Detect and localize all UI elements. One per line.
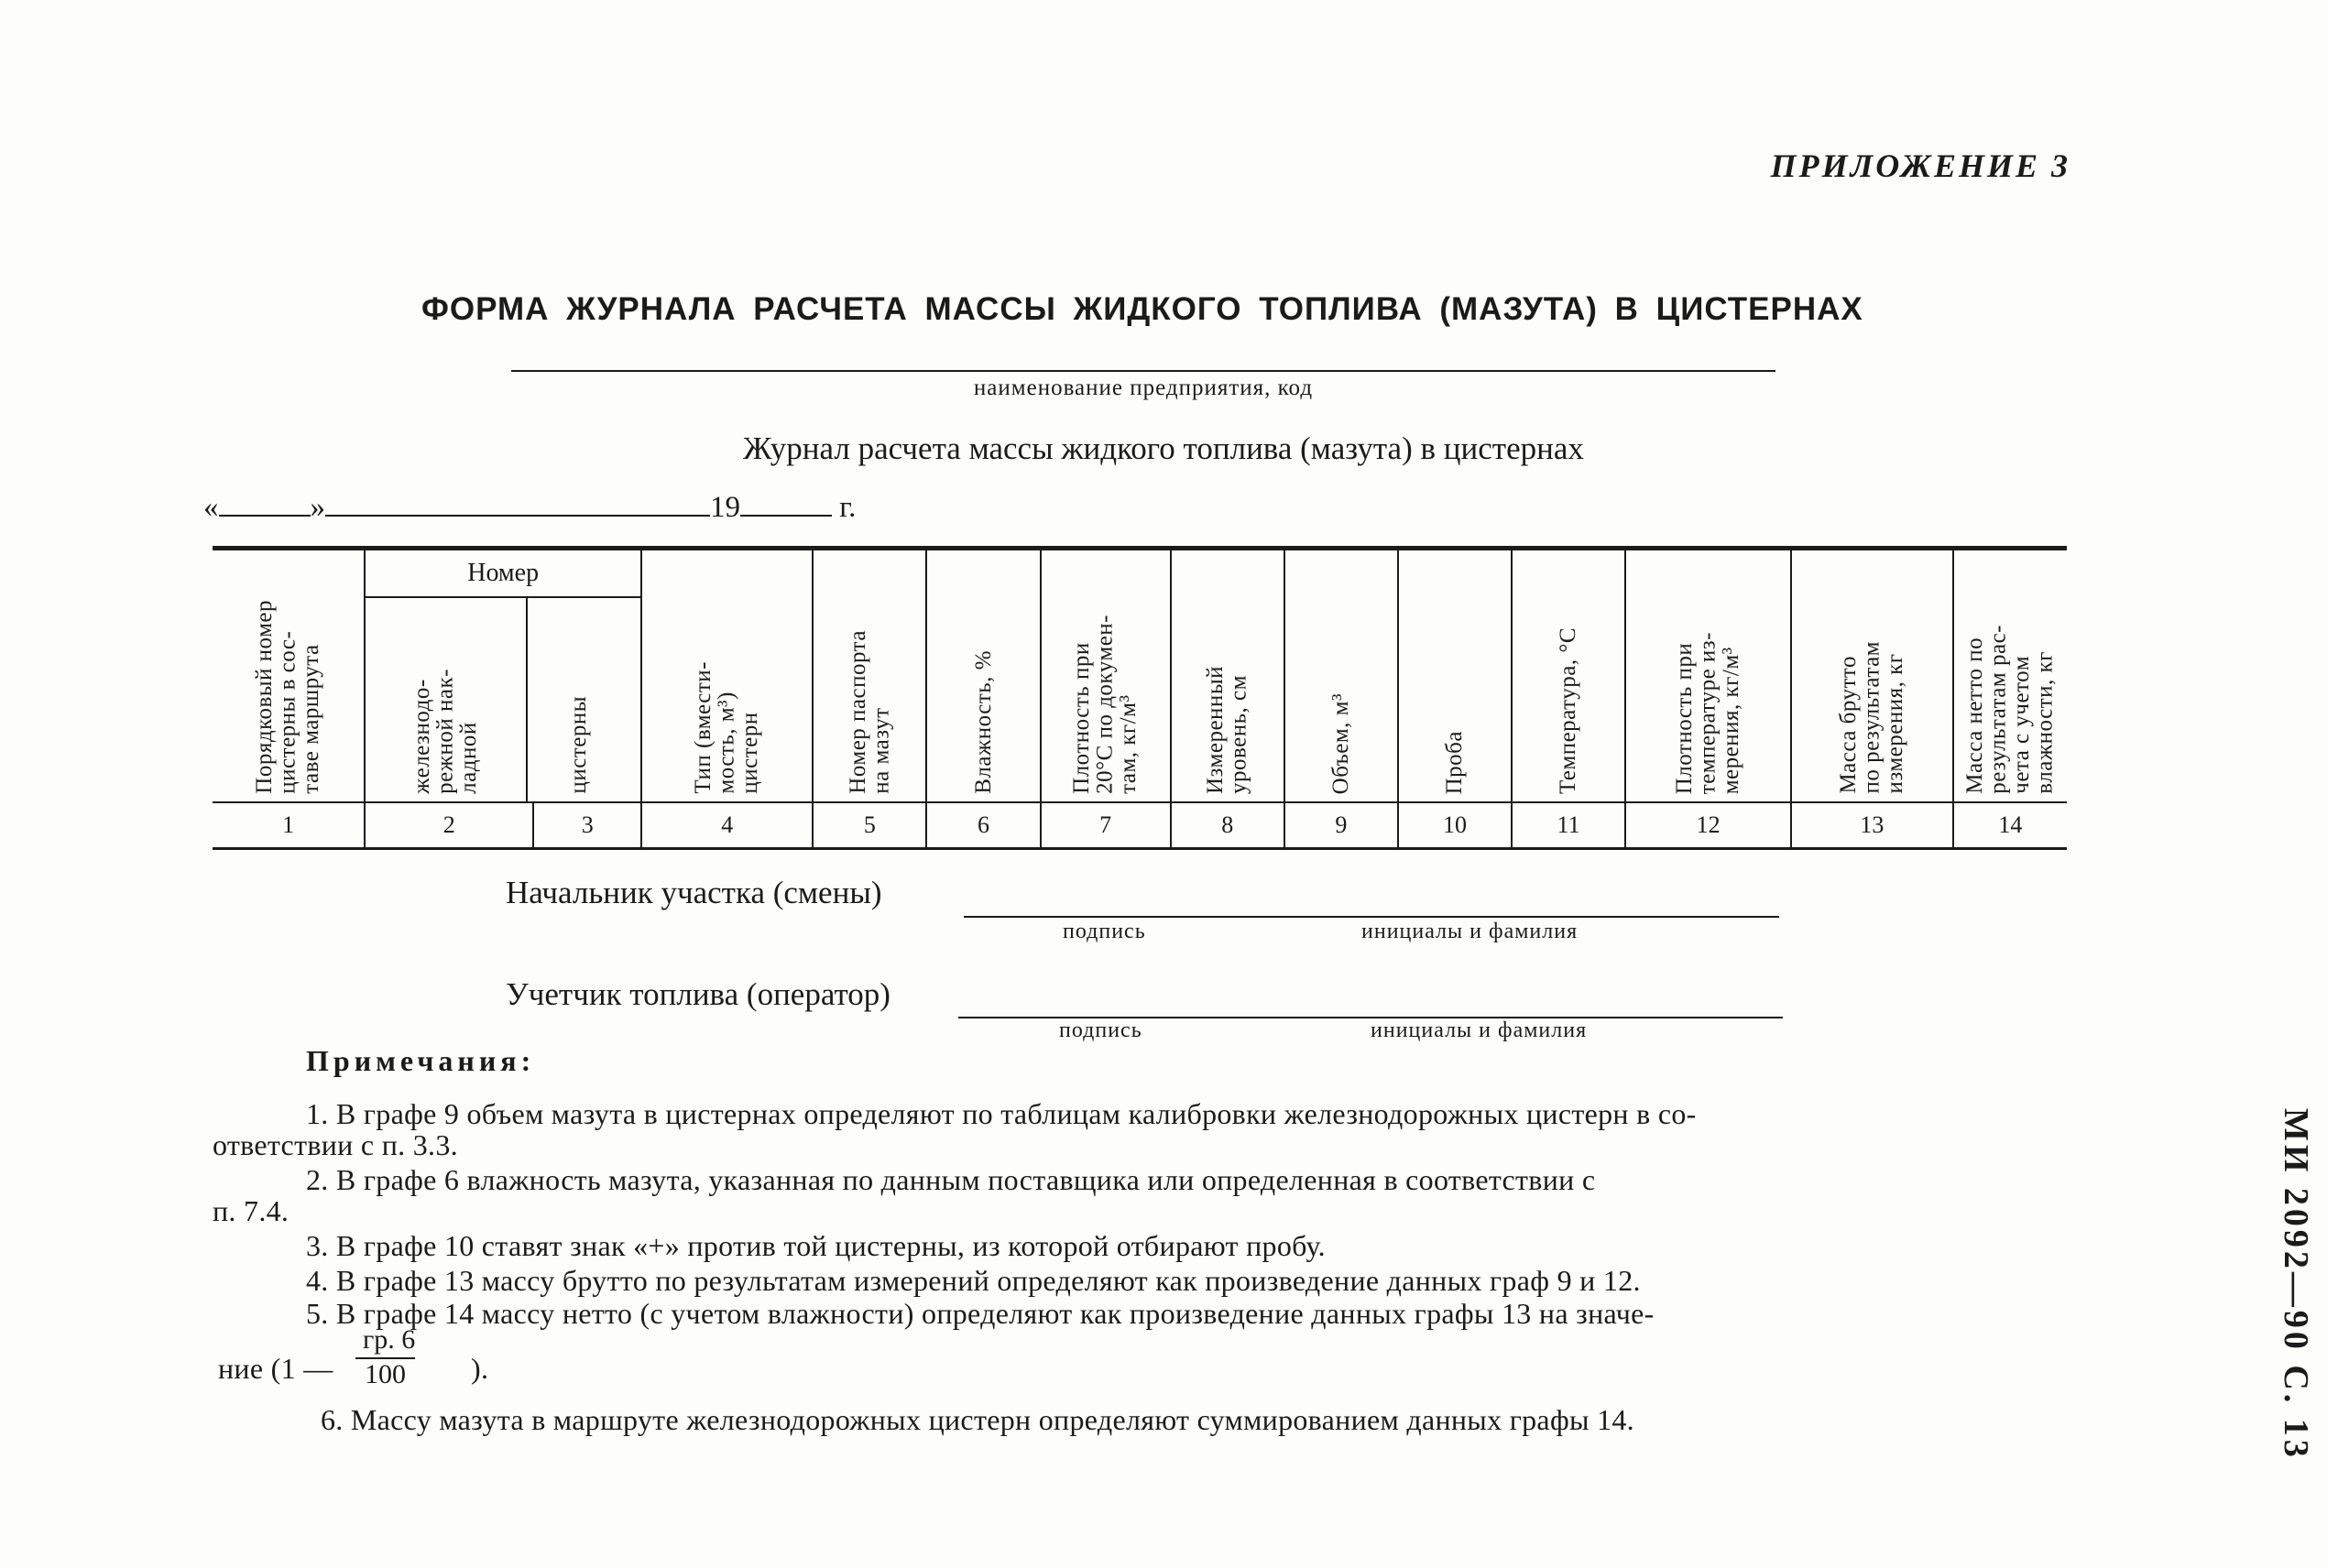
day-blank[interactable]: [219, 489, 311, 517]
column-header: цистерны: [566, 696, 592, 794]
column-header: Измеренный уровень, см: [1171, 549, 1284, 803]
note-5-cont-prefix: ние (1 —: [218, 1352, 333, 1385]
column-header: Объем, м³: [1284, 549, 1398, 803]
column-header: Масса нетто по результатам рас- чета с учетом влажности, кг: [1962, 625, 2058, 794]
name-caption: инициалы и фамилия: [1371, 1018, 1588, 1042]
column-number: 4: [641, 802, 813, 849]
column-header: Плотность при 20°С по докумен- там, кг/м³: [1041, 549, 1171, 803]
column-number: 9: [1284, 802, 1398, 849]
signature-line-chief[interactable]: [964, 916, 1779, 918]
open-quote: «: [203, 491, 219, 524]
appendix-label: ПРИЛОЖЕНИЕ 3: [1770, 147, 2070, 184]
organization-caption: наименование предприятия, код: [973, 376, 1314, 400]
column-number: 1: [213, 802, 365, 849]
note-5: 5. В графе 14 массу нетто (с учетом влажности) определяют как произведение данных графы 13 на значе-: [306, 1297, 1655, 1330]
column-header: железнодо- режной нак- ладной: [366, 598, 528, 801]
year-prefix: 19: [710, 491, 740, 524]
note-3: 3. В графе 10 ставят знак «+» против той цистерны, из которой отбирают пробу.: [306, 1229, 1326, 1262]
column-header: Масса брутто по результатам измерения, кг: [1791, 549, 1953, 803]
note-1-cont: ответствии с п. 3.3.: [213, 1128, 458, 1161]
column-number-row: [213, 802, 2067, 849]
signature-label-chief: Начальник участка (смены): [506, 875, 882, 910]
form-title: ФОРМА ЖУРНАЛА РАСЧЕТА МАССЫ ЖИДКОГО ТОПЛИВА (МАЗУТА) В ЦИСТЕРНАХ: [421, 291, 1863, 327]
group-header: Номер: [366, 550, 640, 598]
column-number: 14: [1953, 802, 2067, 849]
column-number: 6: [926, 802, 1040, 849]
close-quote: »: [310, 491, 325, 524]
column-group-number: [365, 549, 641, 803]
fraction-numerator: гр. 6: [363, 1324, 416, 1355]
table-header-row: [213, 549, 2067, 803]
organization-blank-line[interactable]: [511, 370, 1775, 372]
note-5-cont-suffix: ).: [471, 1352, 489, 1385]
journal-table: [213, 546, 2067, 850]
year-blank[interactable]: [740, 489, 832, 517]
column-number: 2: [365, 802, 533, 849]
date-line: [203, 489, 856, 525]
column-number: 12: [1625, 802, 1791, 849]
column-number: 13: [1791, 802, 1953, 849]
column-number: 11: [1512, 802, 1625, 849]
column-number: 8: [1171, 802, 1284, 849]
name-caption: инициалы и фамилия: [1361, 920, 1579, 943]
note-2-cont: п. 7.4.: [213, 1194, 290, 1227]
page-marker: МИ 2092—90 С. 13: [2277, 1108, 2315, 1461]
signature-caption: подпись: [1059, 1018, 1142, 1042]
column-number: 3: [533, 802, 641, 849]
column-number: 7: [1041, 802, 1171, 849]
column-header: Тип (вмести- мость, м³) цистерн: [641, 549, 813, 803]
signature-caption: подпись: [1063, 920, 1146, 943]
journal-title: Журнал расчета массы жидкого топлива (мазута) в цистернах: [743, 430, 1584, 466]
month-blank[interactable]: [325, 489, 710, 517]
column-header: Номер паспорта на мазут: [813, 549, 926, 803]
fraction-denominator: 100: [355, 1357, 415, 1390]
column-header: Влажность, %: [926, 549, 1040, 803]
note-1: 1. В графе 9 объем мазута в цистернах определяют по таблицам калибровки железнодорожных цистерн в со-: [306, 1097, 1697, 1130]
column-number: 10: [1398, 802, 1512, 849]
note-6: 6. Массу мазута в маршруте железнодорожных цистерн определяют суммированием данных графы 14.: [321, 1403, 1634, 1436]
note-2: 2. В графе 6 влажность мазута, указанная по данным поставщика или определенная в соответствии с: [306, 1163, 1596, 1196]
column-header: Проба: [1398, 549, 1512, 803]
signature-label-operator: Учетчик топлива (оператор): [506, 976, 890, 1012]
notes-title: Примечания:: [306, 1044, 536, 1077]
column-header: Температура, °С: [1512, 549, 1625, 803]
year-suffix: г.: [839, 491, 857, 524]
column-header: Порядковый номер цистерны в сос- таве маршрута: [213, 549, 365, 803]
column-number: 5: [813, 802, 926, 849]
column-header: Плотность при температуре из- мерения, кг/м³: [1625, 549, 1791, 803]
note-4: 4. В графе 13 массу брутто по результатам измерений определяют как произведение данных граф 9 и 12.: [306, 1264, 1641, 1297]
